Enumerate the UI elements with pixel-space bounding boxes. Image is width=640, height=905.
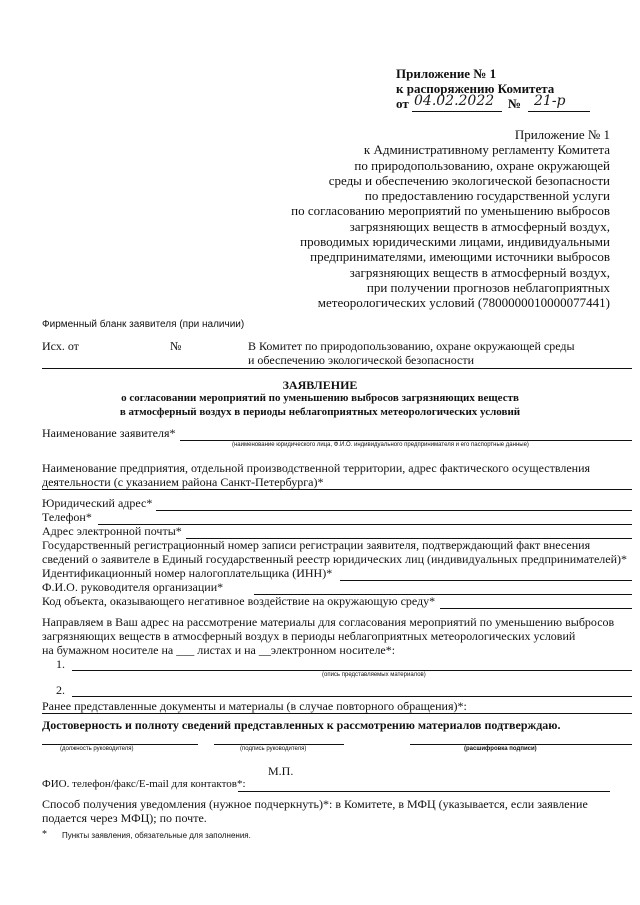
position-hint: (должность руководителя) xyxy=(60,746,134,752)
appendix-block xyxy=(291,127,610,311)
materials-item-1-field[interactable] xyxy=(72,670,632,671)
seal-place: М.П. xyxy=(268,764,294,778)
applicant-name-label: Наименование заявителя* xyxy=(42,426,176,440)
email-label: Адрес электронной почты* xyxy=(42,524,182,538)
previous-materials-field[interactable] xyxy=(42,713,632,714)
enterprise-label-2: деятельности (с указанием района Санкт-Петербурга)* xyxy=(42,475,324,489)
object-code-field[interactable] xyxy=(440,608,632,609)
phone-label: Телефон* xyxy=(42,510,92,524)
inn-field[interactable] xyxy=(340,580,632,581)
appendix-line: загрязняющих веществ в атмосферный воздух, xyxy=(349,264,610,280)
appendix-line: к Административному регламенту Комитета xyxy=(363,142,610,158)
approval-date-prefix: от xyxy=(396,96,409,111)
appendix-line: по природопользованию, охране окружающей xyxy=(354,157,610,173)
outgoing-number-sign: № xyxy=(170,339,182,353)
appendix-line: по предоставлению государственной услуги xyxy=(364,188,610,204)
approval-subtitle: к распоряжению Комитета xyxy=(396,81,555,96)
appendix-line: предпринимателями, имеющими источники выбросов xyxy=(310,249,610,265)
materials-item-1: 1. xyxy=(56,657,65,671)
materials-item-2-field[interactable] xyxy=(72,696,632,697)
statement-title: ЗАЯВЛЕНИЕ xyxy=(282,378,358,392)
signature-decode-hint: (расшифровка подписи) xyxy=(464,746,537,752)
materials-item-1-hint: (опись представляемых материалов) xyxy=(322,672,426,678)
confirmation-text: Достоверность и полноту сведений представленных к рассмотрению материалов подтверждаю. xyxy=(42,718,561,732)
contacts-field[interactable] xyxy=(238,791,610,792)
appendix-line: проводимых юридическими лицами, индивидуальными xyxy=(300,234,610,250)
appendix-line: загрязняющих веществ в атмосферный воздух, xyxy=(349,218,610,234)
position-field[interactable] xyxy=(42,744,198,745)
contacts-label: ФИО. телефон/факс/E-mail для контактов*: xyxy=(42,778,246,790)
appendix-line: по согласованию мероприятий по уменьшению выбросов xyxy=(291,203,610,219)
enterprise-label-1: Наименование предприятия, отдельной производственной территории, адрес фактического осуществления xyxy=(42,461,591,475)
letterhead-note: Фирменный бланк заявителя (при наличии) xyxy=(42,319,245,330)
signature-field[interactable] xyxy=(214,744,344,745)
approval-number-line xyxy=(528,111,590,112)
inn-label: Идентификационный номер налогоплательщика (ИНН)* xyxy=(42,566,333,580)
notification-text-2: подается через МФЦ); по почте. xyxy=(42,811,207,825)
statement-subtitle-2: в атмосферный воздух в периоды неблагоприятных метеорологических условий xyxy=(119,406,521,418)
approval-title: Приложение № 1 xyxy=(396,66,497,81)
outgoing-label: Исх. от xyxy=(42,339,79,353)
legal-address-field[interactable] xyxy=(156,510,632,511)
appendix-line: Приложение № 1 xyxy=(514,127,610,142)
statement-subtitle-1: о согласовании мероприятий по уменьшению выбросов загрязняющих веществ xyxy=(121,392,519,404)
materials-text-3: на бумажном носителе на ___ листах и на __электронном носителе*: xyxy=(42,643,396,657)
appendix-line: метеорологических условий (7800000010000077441) xyxy=(317,295,610,311)
applicant-name-hint: (наименование юридического лица, Ф.И.О. индивидуального предпринимателя и его паспортные данные) xyxy=(232,442,529,448)
approval-date-line xyxy=(412,111,502,112)
footnote-text: Пункты заявления, обязательные для заполнения. xyxy=(62,831,251,840)
approval-date: 04.02.2022 xyxy=(414,93,495,109)
header-divider xyxy=(42,368,632,369)
registration-label-2: сведений о заявителе в Единый государственный реестр юридических лиц (индивидуальных предпринимателей)* xyxy=(42,552,628,566)
registration-label-1: Государственный регистрационный номер записи регистрации заявителя, подтверждающий факт внесения xyxy=(42,538,591,552)
applicant-name-field[interactable] xyxy=(180,440,632,441)
legal-address-label: Юридический адрес* xyxy=(42,496,153,510)
notification-text-1: Способ получения уведомления (нужное подчеркнуть)*: в Комитете, в МФЦ (указывается, если заявление xyxy=(42,797,588,811)
previous-materials-label: Ранее представленные документы и материалы (в случае повторного обращения)*: xyxy=(42,699,467,713)
approval-number-sign: № xyxy=(508,96,522,111)
footnote-star: * xyxy=(42,829,47,840)
signature-decode-field[interactable] xyxy=(410,744,632,745)
addressee-line2: и обеспечению экологической безопасности xyxy=(248,353,474,367)
approval-number: 21-р xyxy=(534,93,566,109)
signature-hint: (подпись руководителя) xyxy=(240,746,307,752)
director-label: Ф.И.О. руководителя организации* xyxy=(42,580,224,594)
materials-item-2: 2. xyxy=(56,683,65,697)
addressee-line1: В Комитет по природопользованию, охране окружающей среды xyxy=(248,339,575,353)
materials-text-1: Направляем в Ваш адрес на рассмотрение материалы для согласования мероприятий по уменьшению выбросов xyxy=(42,615,615,629)
appendix-line: среды и обеспечению экологической безопасности xyxy=(328,172,610,188)
object-code-label: Код объекта, оказывающего негативное воздействие на окружающую среду* xyxy=(42,594,436,608)
materials-text-2: загрязняющих веществ в атмосферный воздух в периоды неблагоприятных метеорологических условий xyxy=(42,629,576,643)
appendix-line: при получении прогнозов неблагоприятных xyxy=(366,279,610,295)
enterprise-field[interactable] xyxy=(42,489,632,490)
